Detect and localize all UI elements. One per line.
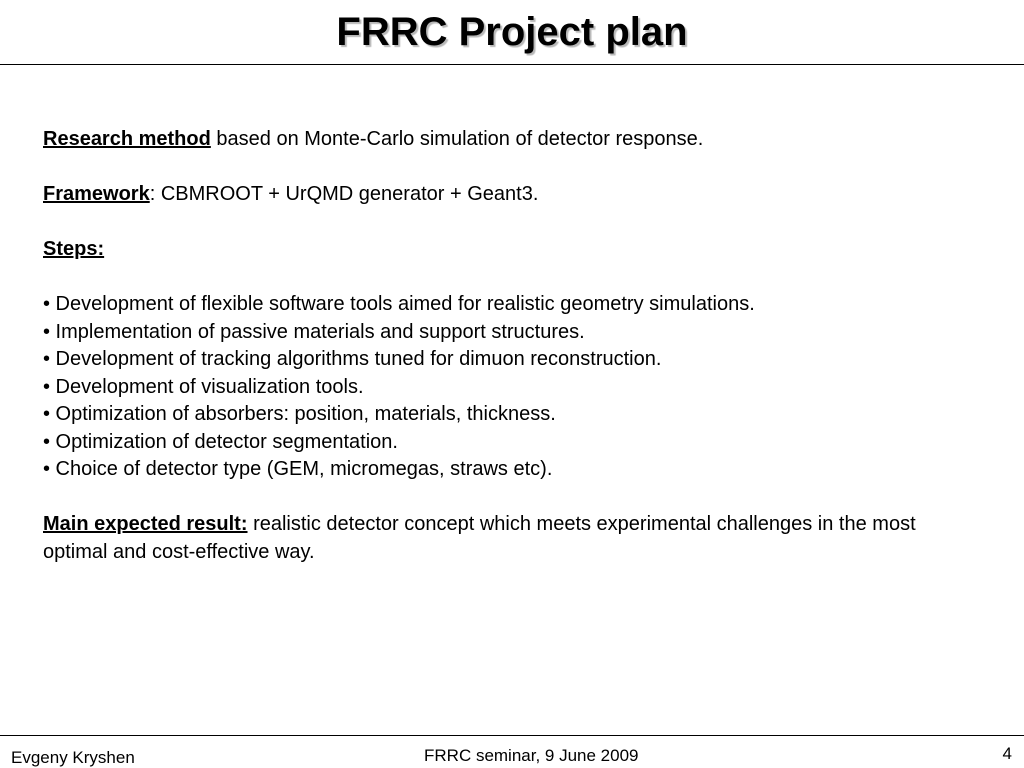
- footer-author: Evgeny Kryshen: [11, 748, 135, 767]
- slide-title: FRRC Project plan: [336, 10, 688, 54]
- framework-label: Framework: [43, 183, 150, 205]
- title-divider: [0, 64, 1024, 65]
- spacer: [43, 484, 973, 512]
- step-item: • Development of flexible software tools aimed for realistic geometry simulations.: [43, 293, 755, 315]
- framework-paragraph: [43, 181, 973, 209]
- step-item: • Development of tracking algorithms tuned for dimuon reconstruction.: [43, 348, 662, 370]
- steps-heading-paragraph: [43, 236, 973, 264]
- main-result-label: Main expected result:: [43, 513, 248, 535]
- research-method-text: based on Monte-Carlo simulation of detector response.: [210, 128, 704, 150]
- step-item: • Implementation of passive materials and support structures.: [43, 320, 585, 343]
- steps-list: [43, 291, 973, 484]
- page-number: 4: [1002, 744, 1012, 763]
- footer-divider: [0, 735, 1024, 736]
- spacer: [43, 264, 973, 292]
- spacer: [43, 209, 973, 237]
- step-item: • Development of visualization tools.: [43, 375, 364, 398]
- step-item: • Choice of detector type (GEM, micromegas, straws etc).: [43, 458, 553, 480]
- main-result-paragraph: [43, 511, 973, 566]
- slide-content: [43, 126, 973, 566]
- research-method-label: Research method: [43, 128, 211, 150]
- main-result-text: realistic detector concept which meets experimental challenges in the most optimal and cost-effective way.: [43, 513, 916, 563]
- spacer: [43, 154, 973, 182]
- framework-text: : CBMROOT + UrQMD generator + Geant3.: [149, 183, 539, 205]
- step-item: • Optimization of detector segmentation.: [43, 430, 398, 453]
- step-item: • Optimization of absorbers: position, materials, thickness.: [43, 403, 556, 425]
- steps-label: Steps:: [43, 238, 105, 260]
- footer-event: FRRC seminar, 9 June 2009: [424, 746, 639, 765]
- research-method-paragraph: [43, 126, 973, 154]
